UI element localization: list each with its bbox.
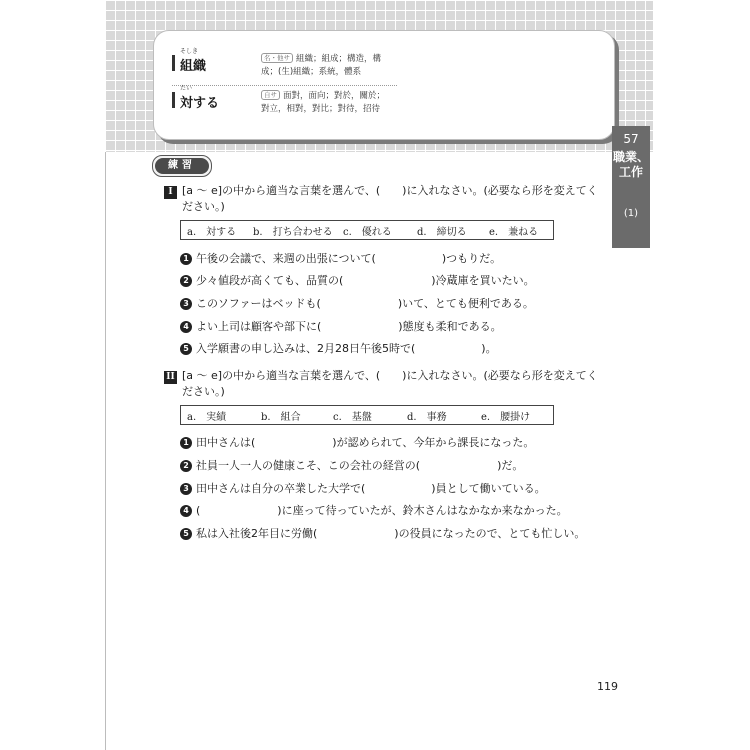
chapter-number: 57 [623, 132, 639, 146]
choice-item: a. 実績 [187, 412, 227, 423]
vocab-definition [261, 90, 391, 116]
entry-bar [172, 92, 175, 108]
vocab-ruby: たい [180, 85, 193, 92]
practice-badge [152, 155, 212, 177]
question [180, 340, 497, 356]
question [180, 295, 534, 311]
definition-text: 組織；組成；構造，構成；(生)組織；系統，體系 [261, 54, 382, 77]
question-number: 2 [180, 275, 192, 287]
chapter-tab [612, 126, 650, 248]
question-text: よい上司は顧客や部下に( )態度も柔和である。 [196, 320, 502, 333]
question-number: 1 [180, 437, 192, 449]
question-text: 私は入社後2年目に労働( )の役員になったので、とても忙しい。 [196, 527, 586, 540]
question-number: 3 [180, 298, 192, 310]
question [180, 502, 568, 518]
question-text: ( )に座って待っていたが、鈴木さんはなかなか来なかった。 [196, 504, 568, 517]
choice-item: a. 対する [187, 227, 237, 238]
margin-line [105, 152, 106, 750]
vocab-ruby: そしき [180, 48, 199, 55]
question-text: 入学願書の申し込みは、2月28日午後5時で( )。 [196, 342, 497, 355]
choice-box [180, 220, 554, 240]
part-of-speech: 名・他サ [261, 53, 293, 63]
definition-text: 面對，面向；對於，關於；對立，相對，對比；對待，招待 [261, 91, 386, 114]
question [180, 480, 546, 496]
question-text: 田中さんは自分の卒業した大学で( )員として働いている。 [196, 482, 546, 495]
question [180, 434, 534, 450]
part-of-speech: 自サ [261, 90, 280, 100]
choice-item: b. 打ち合わせる [253, 227, 333, 238]
chapter-sub: (1) [623, 208, 639, 219]
section-number: I [164, 186, 177, 199]
practice-label: 練習 [155, 158, 209, 174]
question-number: 2 [180, 460, 192, 472]
question [180, 457, 523, 473]
vocab-definition [261, 53, 391, 79]
section-instruction: [a ～ e]の中から適当な言葉を選んで、( )に入れなさい。(必要なら形を変えてください。) [182, 184, 598, 213]
choice-item: d. 事務 [407, 412, 447, 423]
choice-item: c. 優れる [343, 227, 392, 238]
vocab-word: 対する [180, 96, 220, 111]
question-text: このソファーはベッドも( )いて、とても便利である。 [196, 297, 534, 310]
question-text: 田中さんは( )が認められて、今年から課長になった。 [196, 436, 535, 449]
entry-bar [172, 55, 175, 71]
page-number: 119 [597, 680, 618, 693]
question-number: 4 [180, 321, 192, 333]
question [180, 525, 585, 541]
question-number: 1 [180, 253, 192, 265]
question [180, 318, 502, 334]
question-text: 少々値段が高くても、品質の( )冷蔵庫を買いたい。 [196, 274, 535, 287]
question-number: 5 [180, 343, 192, 355]
choice-item: b. 組合 [261, 412, 301, 423]
choice-item: d. 締切る [417, 227, 467, 238]
choice-item: e. 兼ねる [489, 227, 539, 238]
question-text: 社員一人一人の健康こそ、この会社の経営の( )だ。 [196, 459, 524, 472]
question-number: 5 [180, 528, 192, 540]
section-number: II [164, 371, 177, 384]
section-instruction: [a ～ e]の中から適当な言葉を選んで、( )に入れなさい。(必要なら形を変えてください。) [182, 369, 598, 398]
question-number: 4 [180, 505, 192, 517]
question-text: 午後の会議で、来週の出張について( )つもりだ。 [196, 252, 502, 265]
vocab-word: 組織 [180, 59, 207, 74]
choice-item: c. 基盤 [333, 412, 372, 423]
vocab-card [153, 30, 615, 140]
choice-item: e. 腰掛け [481, 412, 531, 423]
chapter-title: 職業、工作 [612, 150, 649, 179]
question-number: 3 [180, 483, 192, 495]
vocab-divider [172, 85, 397, 86]
choice-box [180, 405, 554, 425]
question [180, 272, 535, 288]
question [180, 250, 501, 266]
